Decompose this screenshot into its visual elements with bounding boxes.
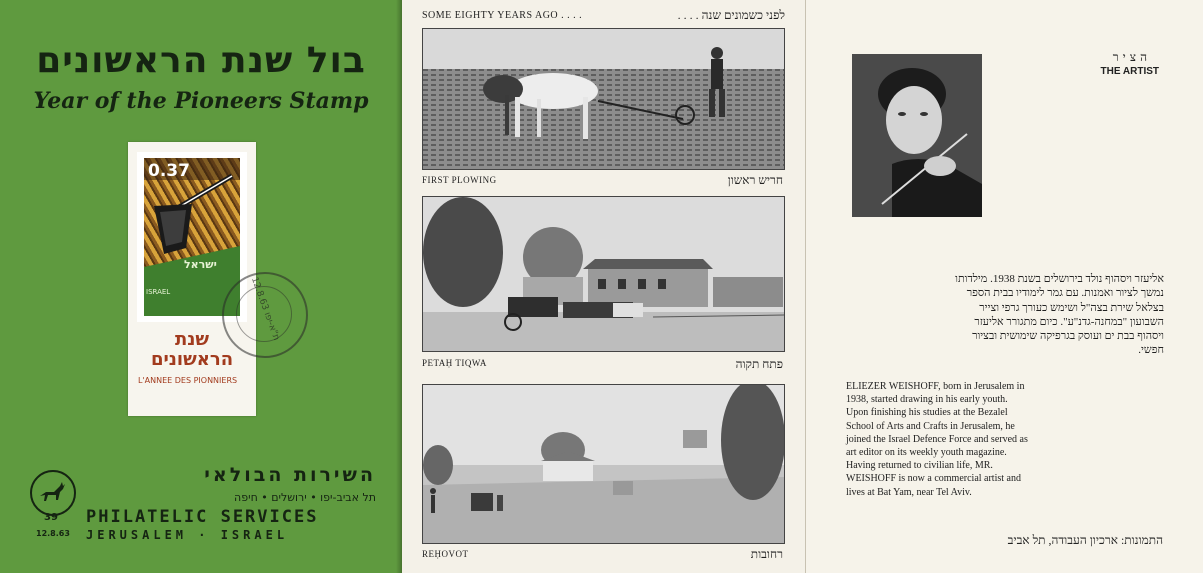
stamp-country-hebrew: ישראל: [184, 258, 217, 271]
photos-header-hebrew: לפני כשמונים שנה . . . .: [677, 8, 785, 22]
cover-title-english: Year of the Pioneers Stamp: [33, 88, 369, 114]
stamp-card: [128, 142, 256, 416]
photo-first-plowing: [422, 28, 785, 170]
artist-panel: [806, 0, 1203, 573]
deer-emblem-icon: [30, 470, 76, 516]
photo-rehovot: [422, 384, 785, 544]
artist-bio-hebrew: אליעזר ויסהוף נולד בירושלים בשנת 1938. מילדותו נמשך לציור ואמנות. עם גמר לימודיו בבית הספר בצלאל שירת בצה"ל ושימש כעורך גרפי וצייר השבועון "במחנה-גדנ"ע". כיום מתגורר אליעזר ויסהוף בבת ים ועוסק בגרפיקה שימושית ובציור חפשי.: [955, 273, 1164, 357]
stamp-country-english: ISRAEL: [146, 288, 171, 296]
cover-title-hebrew: בול שנת הראשונים: [36, 40, 366, 81]
photo-petah-tiqwa: [422, 196, 785, 352]
photos-header-english: SOME EIGHTY YEARS AGO . . . .: [422, 10, 583, 21]
caption-hebrew-1: חריש ראשון: [727, 173, 783, 187]
caption-hebrew-3: רחובות: [750, 547, 783, 561]
photos-panel: [402, 0, 806, 573]
stamp-value: 0.37: [148, 161, 190, 181]
caption-english-1: FIRST PLOWING: [422, 175, 497, 185]
stamp-tab-french: L'ANNEE DES PIONNIERS: [138, 376, 238, 385]
artist-bio-english: ELIEZER WEISHOFF, born in Jerusalem in 1938, started drawing in his early youth. Upon finishing his studies at the Bezalel School of Arts and Crafts in Jerusalem, he joined the Israel Defence Force and served as art editor on its weekly youth magazine. Having returned to civilian life, MR. WEISHOFF is now a commercial artist and lives at Bat Yam, near Tel Aviv.: [846, 381, 1028, 498]
services-english: PHILATELIC SERVICES: [86, 507, 319, 527]
cities-hebrew: תל אביב-יפו • ירושלים • חיפה: [234, 491, 376, 504]
stamp-artwork: [144, 158, 240, 316]
artist-portrait: [852, 54, 982, 217]
artist-heading-hebrew: הציר: [1112, 50, 1151, 64]
services-hebrew: השירות הבולאי: [204, 464, 376, 486]
postmark: [222, 272, 308, 358]
caption-english-2: PETAḤ TIQWA: [422, 358, 487, 368]
stamp-tab-line1: שנת: [174, 329, 210, 350]
caption-hebrew-2: פתח תקוה: [735, 357, 783, 371]
postmark-text: ת"א-יפו 12.8.63: [248, 275, 282, 343]
photo-credit-hebrew: התמונות: ארכיון העבודה, תל אביב: [1007, 533, 1163, 547]
city-english: JERUSALEM · ISRAEL: [86, 528, 289, 542]
stamp-tab-line2: הראשונים: [150, 349, 234, 370]
issue-number: 39: [44, 512, 58, 523]
caption-english-3: REḤOVOT: [422, 549, 469, 559]
artist-heading-english: THE ARTIST: [1100, 66, 1159, 77]
issue-date: 12.8.63: [36, 529, 70, 538]
cover-panel: [0, 0, 402, 573]
